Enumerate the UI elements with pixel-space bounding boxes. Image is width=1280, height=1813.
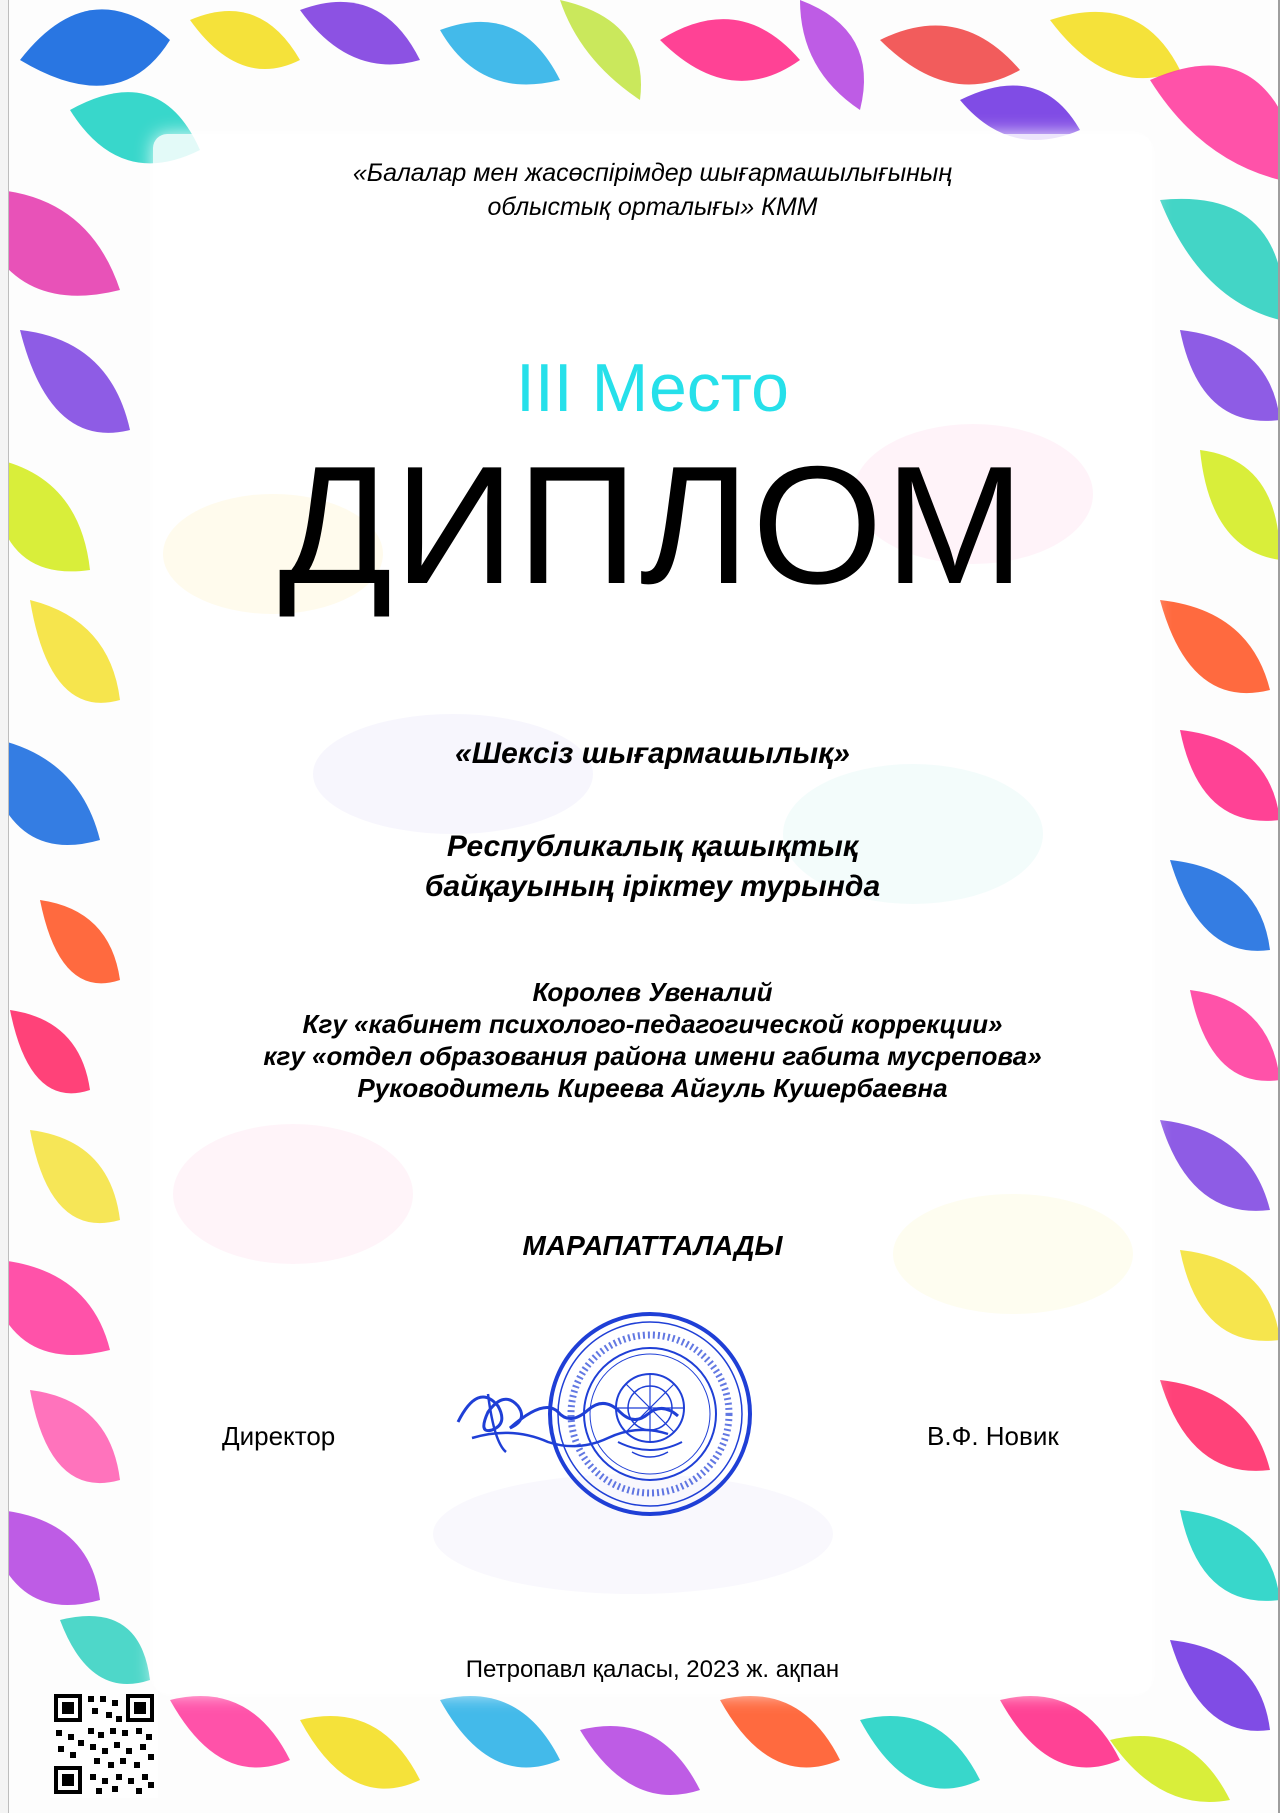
official-seal-icon [448,1302,778,1524]
place-label: III Место [516,350,789,426]
qr-code-icon [50,1690,158,1798]
page-left-edge [0,0,9,1813]
round-line-2: байқауының іріктеу турында [424,870,881,903]
organization-name [153,156,1152,224]
round-line-1: Республикалық қашықтық [446,830,859,863]
awardee-block [153,976,1152,1104]
signature-name: В.Ф. Новик [927,1421,1059,1451]
awarded-label: МАРАПАТТАЛАДЫ [522,1230,783,1261]
diploma-title: ДИПЛОМ [278,431,1027,619]
awardee-organization-2: кгу «отдел образования района имени габита мусрепова» [263,1041,1042,1071]
awardee-organization-1: Кгу «кабинет психолого-педагогической коррекции» [302,1009,1003,1039]
awardee-name: Королев Увеналий [532,977,773,1007]
organization-line-1: «Балалар мен жасөспірімдер шығармашылығының [352,159,953,187]
contest-round [153,827,1152,907]
contest-name: «Шексіз шығармашылық» [455,737,850,770]
place-and-date: Петропавл қаласы, 2023 ж. ақпан [465,1656,840,1683]
signature-position: Директор [222,1421,336,1451]
awardee-supervisor: Руководитель Киреева Айгуль Кушербаевна [357,1073,948,1103]
organization-line-2: облыстық орталығы» КММ [487,193,818,221]
